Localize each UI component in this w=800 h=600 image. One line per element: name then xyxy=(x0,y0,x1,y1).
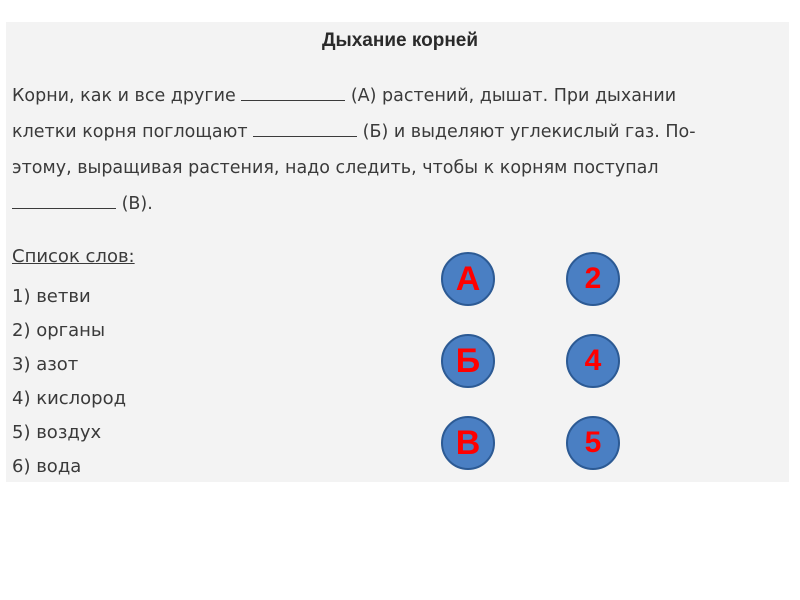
word-list-item: 6) вода xyxy=(12,456,82,477)
answer-number-b: 4 xyxy=(566,334,620,388)
answer-number-a: 2 xyxy=(566,252,620,306)
word-list-item: 4) кислород xyxy=(12,388,127,409)
paragraph-line-1 xyxy=(12,78,787,114)
blank-a xyxy=(241,86,345,101)
blank-v xyxy=(12,194,116,209)
word-list-item: 1) ветви xyxy=(12,286,91,307)
worksheet-title: Дыхание корней xyxy=(321,30,479,51)
paragraph-line-2 xyxy=(12,114,787,150)
line-4-text-after: (В). xyxy=(116,194,153,214)
line-2-text-after: (Б) и выделяют углекислый газ. По- xyxy=(357,122,696,142)
word-list xyxy=(12,280,126,484)
line-1-text-after: (А) растений, дышат. При дыхании xyxy=(345,86,677,106)
word-list-item: 2) органы xyxy=(12,320,106,341)
line-1-text-before: Корни, как и все другие xyxy=(12,86,242,106)
blank-b xyxy=(253,122,357,137)
word-list-item: 3) азот xyxy=(12,354,79,375)
word-list-item: 5) воздух xyxy=(12,422,102,443)
answer-letter-b: Б xyxy=(441,334,495,388)
task-paragraph xyxy=(12,78,787,222)
answer-letter-v: В xyxy=(441,416,495,470)
answer-letter-a: А xyxy=(441,252,495,306)
word-list-title: Список слов: xyxy=(12,246,135,267)
paragraph-line-3 xyxy=(12,150,787,186)
line-2-text-before: клетки корня поглощают xyxy=(12,122,254,142)
paragraph-line-4 xyxy=(12,186,787,222)
answer-number-v: 5 xyxy=(566,416,620,470)
line-3-text: этому, выращивая растения, надо следить, чтобы к корням поступал xyxy=(12,158,659,178)
